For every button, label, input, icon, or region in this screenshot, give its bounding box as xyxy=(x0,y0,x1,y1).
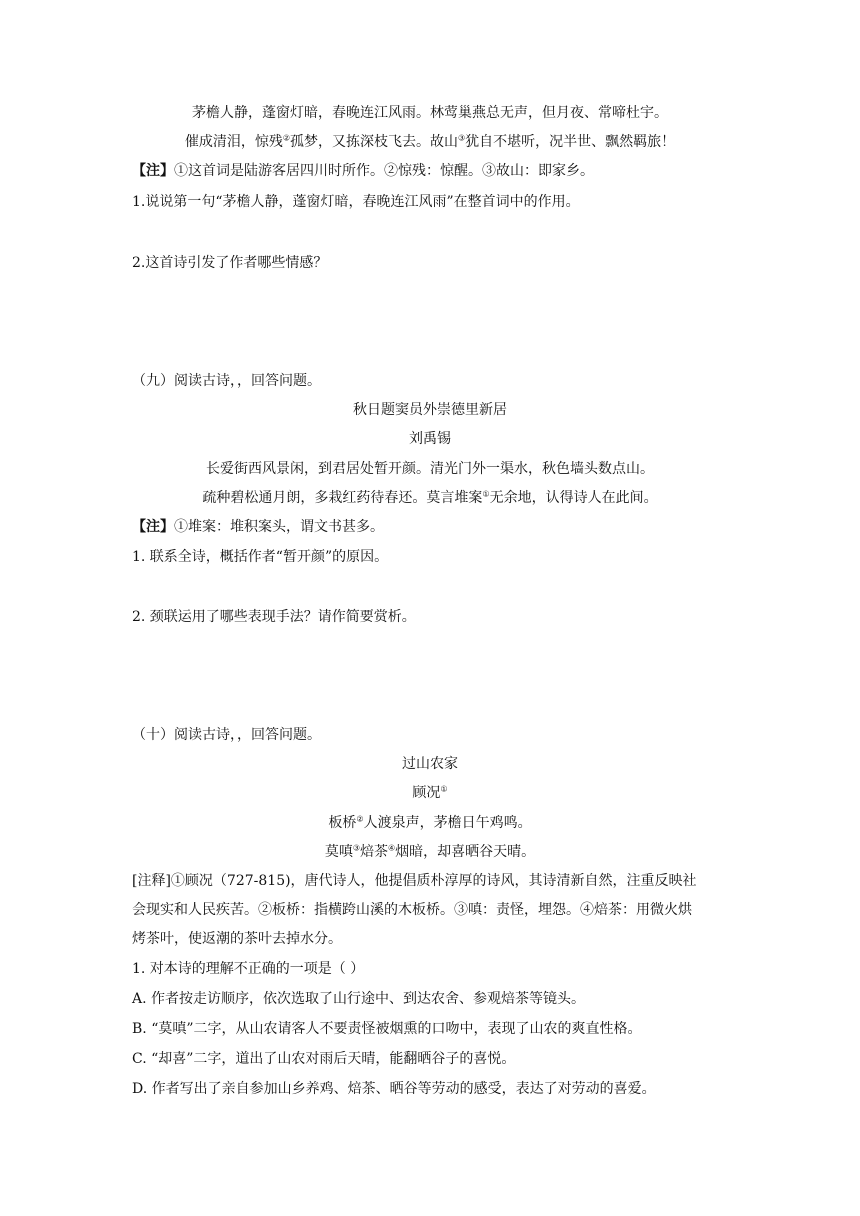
poem-title-10: 过山农家 xyxy=(402,756,458,772)
option-d: D. 作者写出了亲自参加山乡养鸡、焙茶、晒谷等劳动的感受，表达了对劳动的喜爱。 xyxy=(132,1081,656,1097)
section-heading-9: （九）阅读古诗，，回答问题。 xyxy=(132,373,321,389)
question-1: 1.说说第一句“茅檐人静，蓬窗灯暗，春晚连江风雨”在整首词中的作用。 xyxy=(132,194,580,210)
poem-author-10: 顾况① xyxy=(412,784,448,801)
poem-10-line-1: 板桥②人渡泉声，茅檐日午鸡鸣。 xyxy=(328,814,532,831)
poem-author-9: 刘禹锡 xyxy=(409,431,451,447)
note-10-line-1: [注释]①顾况（727-815)，唐代诗人，他提倡质朴淳厚的诗风，其诗清新自然，注重反映社 xyxy=(132,873,697,889)
poem-10-line-2: 莫嗔③焙茶④烟暗，却喜晒谷天晴。 xyxy=(324,843,536,860)
option-b: B. “莫嗔”二字，从山农请客人不要责怪被烟熏的口吻中，表现了山农的爽直性格。 xyxy=(132,1021,642,1037)
poem-title-9: 秋日题窦员外崇德里新居 xyxy=(353,402,507,418)
question-9-1: 1. 联系全诗，概括作者“暂开颜”的原因。 xyxy=(132,549,389,565)
section-heading-10: （十）阅读古诗，，回答问题。 xyxy=(132,727,321,743)
option-a: A. 作者按走访顺序，依次选取了山行途中、到达农舍、参观焙茶等镜头。 xyxy=(132,991,586,1007)
poem-line-1: 茅檐人静，蓬窗灯暗，春晚连江风雨。林莺巢燕总无声，但月夜、常啼杜宇。 xyxy=(192,105,668,121)
note-10-line-2: 会现实和人民疾苦。②板桥：指横跨山溪的木板桥。③嗔：责怪，埋怨。④焙茶：用微火烘 xyxy=(132,902,692,918)
poem-9-line-1: 长爱街西风景闲，到君居处暂开颜。清光门外一渠水，秋色墙头数点山。 xyxy=(206,461,654,477)
option-c: C. “却喜”二字，道出了山农对雨后天晴，能翻晒谷子的喜悦。 xyxy=(132,1051,516,1067)
note: 【注】①这首词是陆游客居四川时所作。②惊残：惊醒。③故山：即家乡。 xyxy=(132,163,594,179)
question-10-1: 1. 对本诗的理解不正确的一项是（ ） xyxy=(132,961,365,977)
note-9: 【注】①堆案：堆积案头，谓文书甚多。 xyxy=(132,519,384,535)
question-2: 2.这首诗引发了作者哪些情感？ xyxy=(132,255,328,271)
poem-9-line-2: 疏种碧松通月朗，多栽红药待春还。莫言堆案①无余地，认得诗人在此间。 xyxy=(202,489,658,506)
question-9-2: 2. 颈联运用了哪些表现手法？请作简要赏析。 xyxy=(132,609,416,625)
note-10-line-3: 烤茶叶，使返潮的茶叶去掉水分。 xyxy=(132,931,342,947)
poem-line-2: 催成清泪，惊残②孤梦，又拣深枝飞去。故山③犹自不堪听，况半世、飘然羁旅！ xyxy=(184,133,676,150)
